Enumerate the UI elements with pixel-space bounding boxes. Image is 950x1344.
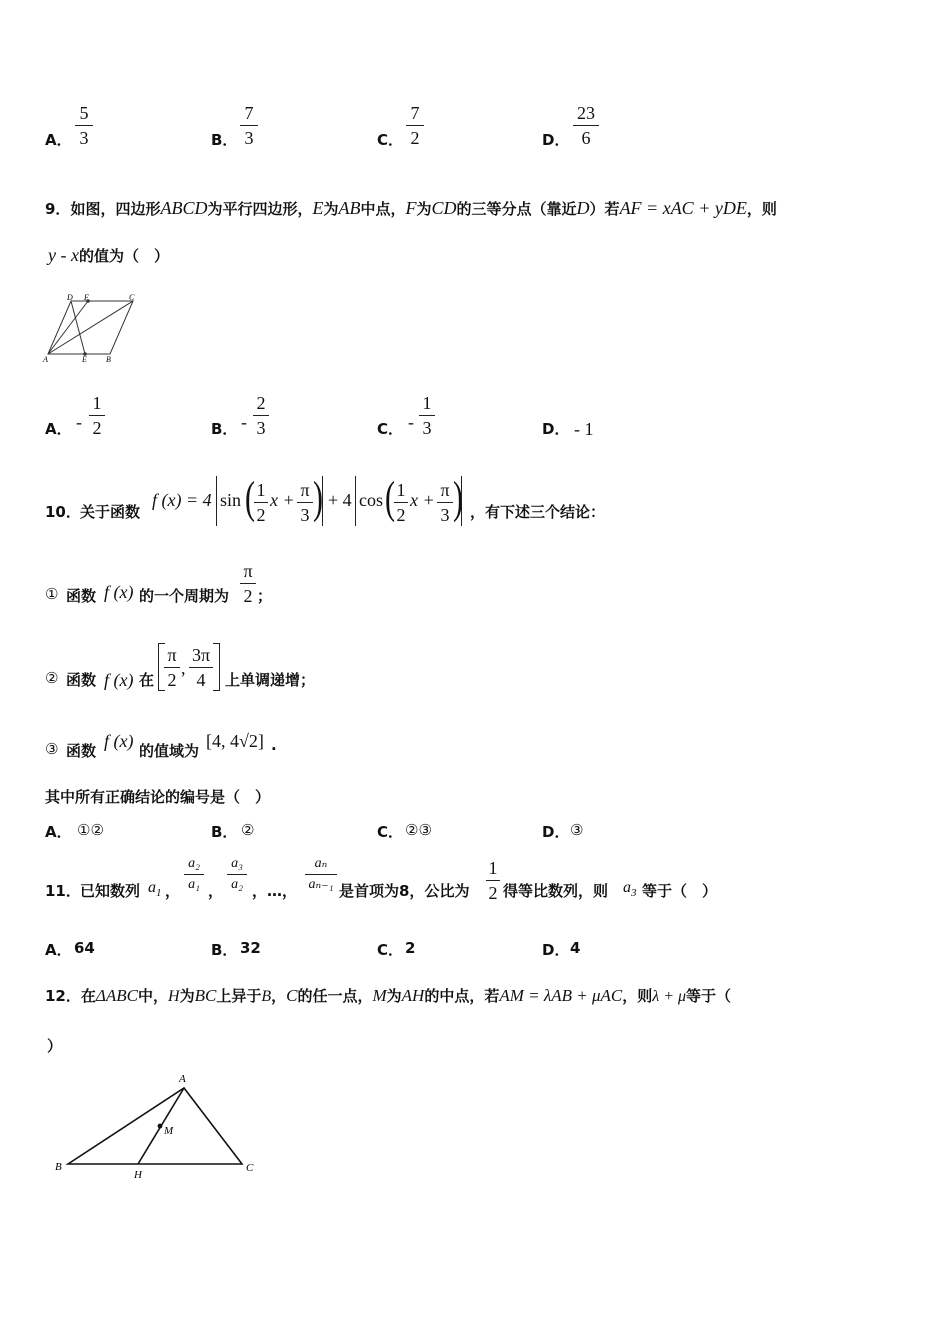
q10-option-c-value[interactable]: ②③ <box>405 821 432 839</box>
q9-option-a-label: A． <box>45 420 72 438</box>
q12-triangle-figure <box>50 1070 265 1182</box>
q10-option-a-value[interactable]: ①② <box>77 821 104 839</box>
q11-option-c-value[interactable]: 2 <box>405 939 416 957</box>
q9-fig-label-e: E <box>82 355 87 364</box>
q9-option-d-value[interactable]: - 1 <box>574 419 594 439</box>
q8-option-b-label: B． <box>211 131 238 149</box>
q8-option-c-label: C． <box>377 131 404 149</box>
q8-option-c-fraction[interactable]: 7 2 <box>406 103 424 148</box>
q8-option-a-label: A． <box>45 131 72 149</box>
q10-option-b-value[interactable]: ② <box>241 821 255 839</box>
q9-vector-equation: AF = xAC + yDE <box>619 198 747 218</box>
q10-period-fraction: π 2 <box>240 561 256 606</box>
q12-fig-label-a: A <box>179 1073 186 1085</box>
q8-option-d-fraction[interactable]: 23 6 <box>573 103 599 148</box>
q12-close-paren: ） <box>47 1037 63 1055</box>
q10-option-d-value[interactable]: ③ <box>570 821 584 839</box>
q12-fig-label-h: H <box>134 1169 142 1181</box>
q9-stem: 9．如图，四边形ABCD为平行四边形，E为AB中点，F为CD的三等分点（靠近D）若AF = xAC + yDE，则 <box>45 198 777 218</box>
q9-fig-label-a: A <box>43 355 48 364</box>
q9-fig-label-f: F <box>84 293 89 302</box>
q9-option-b-fraction[interactable]: 2 3 <box>253 393 269 438</box>
q12-stem: 12．在ΔABC中，H为BC上异于B，C的任一点，M为AH的中点，若AM = λAB + μAC，则λ + μ等于（ <box>45 986 732 1005</box>
q10-ask: 其中所有正确结论的编号是（ ） <box>45 788 271 806</box>
q9-option-d-label: D． <box>542 420 570 438</box>
q10-range: [4, 4√2] <box>206 731 264 751</box>
q9-parallelogram-figure <box>40 292 150 364</box>
q9-fig-label-c: C <box>129 293 135 302</box>
q8-option-d-label: D． <box>542 131 570 149</box>
q9-fig-label-d: D <box>67 293 73 302</box>
q8-option-b-fraction[interactable]: 7 3 <box>240 103 258 148</box>
q9-option-b-label: B． <box>211 420 238 438</box>
q12-vector-equation: AM = λAB + μAC <box>499 986 623 1005</box>
q9-fig-label-b: B <box>106 355 111 364</box>
q11-option-b-value[interactable]: 32 <box>240 939 261 957</box>
q12-fig-label-m: M <box>164 1125 174 1137</box>
q12-fig-label-c: C <box>246 1162 254 1174</box>
q11-option-a-value[interactable]: 64 <box>74 939 95 957</box>
q9-option-c-fraction[interactable]: 1 3 <box>419 393 435 438</box>
q8-option-a-fraction[interactable]: 5 3 <box>75 103 93 148</box>
q9-option-a-fraction[interactable]: 1 2 <box>89 393 105 438</box>
q11-option-d-value[interactable]: 4 <box>570 939 581 957</box>
q9-option-c-label: C． <box>377 420 404 438</box>
q9-stem-line2: y - x的值为（ ） <box>48 245 169 265</box>
q12-fig-label-b: B <box>55 1161 62 1173</box>
